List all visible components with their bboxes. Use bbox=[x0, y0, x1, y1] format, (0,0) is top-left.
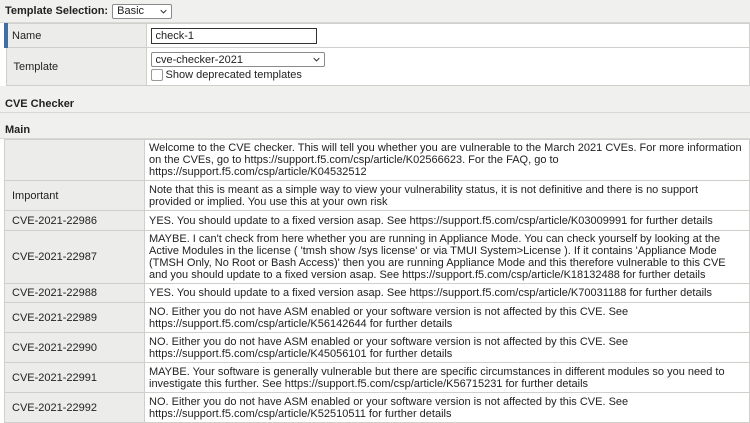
template-label: Template bbox=[6, 48, 146, 86]
table-row bbox=[5, 284, 750, 303]
template-mode-select[interactable] bbox=[112, 4, 172, 19]
table-row bbox=[5, 363, 750, 393]
template-select-value: cve-checker-2021 bbox=[155, 53, 243, 66]
row-text: NO. Either you do not have ASM enabled or your software version is not affected by this CVE. See https://support.f5.com/csp/article/K52510511 for further details bbox=[145, 393, 750, 423]
row-text: MAYBE. I can't check from here whether you are running in Appliance Mode. You can check yourself by looking at the Active Modules in the license ( 'tmsh show /sys license' or via TMUI System>License ). If it contains 'Appliance Mode (TMSH Only, No Root or Bash Access)' then you are running Appliance Mode and this therefore vulnerable to this CVE and you should update to a fixed version asap. See https://support.f5.com/csp/article/K18132488 for further details bbox=[145, 231, 750, 284]
template-selection-label: Template Selection: bbox=[5, 5, 109, 17]
row-text: NO. Either you do not have ASM enabled or your software version is not affected by this CVE. See https://support.f5.com/csp/article/K45056101 for further details bbox=[145, 333, 750, 363]
row-text: YES. You should update to a fixed version asap. See https://support.f5.com/csp/article/K70031188 for further details bbox=[145, 284, 750, 303]
row-label: CVE-2021-22990 bbox=[5, 333, 145, 363]
table-row bbox=[5, 211, 750, 231]
name-label: Name bbox=[6, 24, 146, 48]
table-row bbox=[5, 333, 750, 363]
show-deprecated-checkbox[interactable] bbox=[151, 69, 163, 81]
row-label bbox=[5, 140, 145, 181]
spacer bbox=[0, 86, 750, 95]
table-row bbox=[5, 181, 750, 211]
name-input[interactable] bbox=[151, 28, 317, 44]
row-label: CVE-2021-22991 bbox=[5, 363, 145, 393]
cve-checker-heading: CVE Checker bbox=[0, 95, 750, 113]
chevron-down-icon bbox=[160, 8, 167, 15]
row-label: CVE-2021-22986 bbox=[5, 211, 145, 231]
row-text: YES. You should update to a fixed version asap. See https://support.f5.com/csp/article/K03009991 for further details bbox=[145, 211, 750, 231]
row-label: CVE-2021-22992 bbox=[5, 393, 145, 423]
name-cell bbox=[146, 24, 750, 48]
template-mode-value: Basic bbox=[117, 5, 145, 17]
spacer bbox=[0, 113, 750, 121]
row-label: CVE-2021-22988 bbox=[5, 284, 145, 303]
template-form bbox=[4, 23, 750, 86]
table-row bbox=[5, 303, 750, 333]
table-row bbox=[5, 140, 750, 181]
chevron-down-icon bbox=[313, 56, 320, 63]
table-row bbox=[5, 393, 750, 423]
template-cell bbox=[146, 48, 750, 86]
cve-results-table bbox=[4, 139, 750, 423]
row-text: Welcome to the CVE checker. This will tell you whether you are vulnerable to the March 2021 CVEs. For more information on the CVEs, go to https://support.f5.com/csp/article/K02566623. For the FAQ, go to https://support.f5.com/csp/article/K04532512 bbox=[145, 140, 750, 181]
show-deprecated-row bbox=[151, 69, 744, 81]
row-text: Note that this is meant as a simple way to view your vulnerability status, it is not definitive and there is no support provided or implied. You use this at your own risk bbox=[145, 181, 750, 211]
template-selection-bar bbox=[0, 0, 750, 23]
table-row bbox=[5, 231, 750, 284]
name-input-value: check-1 bbox=[155, 29, 195, 42]
template-select[interactable] bbox=[151, 52, 325, 67]
row-text: MAYBE. Your software is generally vulnerable but there are specific circumstances in different modules so you need to investigate this further. See https://support.f5.com/csp/article/K56715231 for further details bbox=[145, 363, 750, 393]
row-label: CVE-2021-22989 bbox=[5, 303, 145, 333]
row-text: NO. Either you do not have ASM enabled or your software version is not affected by this CVE. See https://support.f5.com/csp/article/K56142644 for further details bbox=[145, 303, 750, 333]
row-label: Important bbox=[5, 181, 145, 211]
show-deprecated-label: Show deprecated templates bbox=[165, 69, 302, 81]
row-label: CVE-2021-22987 bbox=[5, 231, 145, 284]
main-heading: Main bbox=[0, 121, 750, 139]
